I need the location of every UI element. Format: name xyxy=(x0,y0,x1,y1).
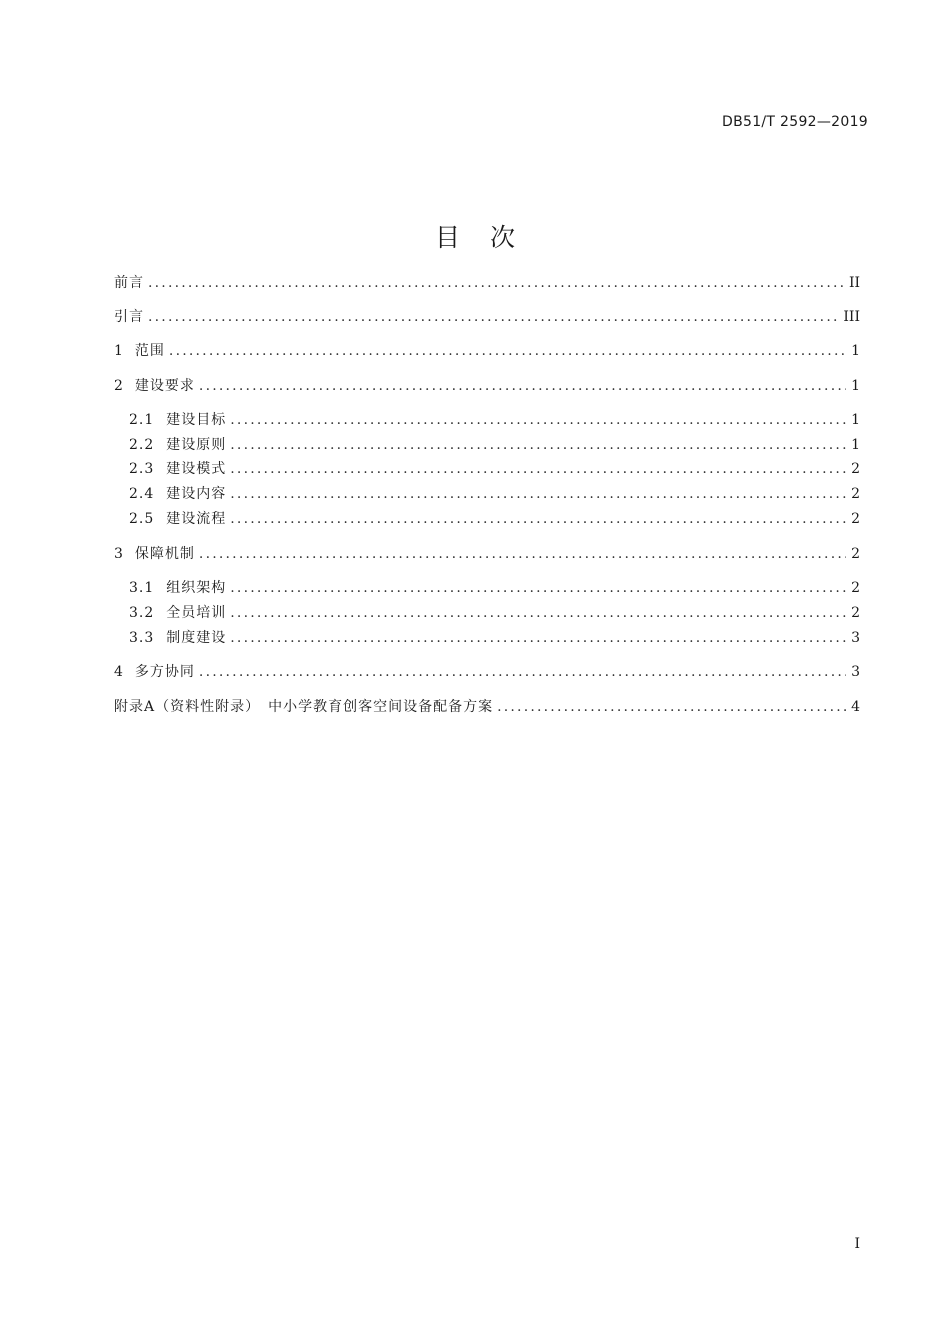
toc-leader-dots xyxy=(497,696,846,718)
toc-entry-section-3-2[interactable] xyxy=(129,602,860,624)
toc-leader-dots xyxy=(230,434,846,456)
toc-entry-section-2-3[interactable] xyxy=(129,458,860,480)
toc-leader-dots xyxy=(230,409,846,431)
toc-entry-label: 附录A（资料性附录） 中小学教育创客空间设备配备方案 xyxy=(114,699,494,715)
toc-leader-dots xyxy=(230,602,846,624)
toc-entry-page: 2 xyxy=(851,580,860,596)
toc-entry-section-2-5[interactable] xyxy=(129,508,860,530)
toc-entry-page: III xyxy=(843,309,860,325)
toc-entry-page: 1 xyxy=(851,378,860,394)
toc-entry-appendix-a[interactable] xyxy=(114,696,860,718)
toc-entry-label: 建设流程 xyxy=(166,511,227,527)
toc-entry-page: 3 xyxy=(851,630,860,646)
toc-entry-number: 3.1 xyxy=(129,580,155,596)
toc-entry-number: 3.3 xyxy=(129,630,155,646)
toc-entry-number: 3 xyxy=(114,546,123,562)
toc-entry-label: 制度建设 xyxy=(166,630,227,646)
toc-entry-label: 前言 xyxy=(114,275,144,291)
toc-entry-number: 1 xyxy=(114,343,123,359)
toc-leader-dots xyxy=(169,340,846,362)
toc-entry-label: 建设要求 xyxy=(134,378,195,394)
toc-entry-label: 保障机制 xyxy=(134,546,195,562)
toc-entry-number: 3.2 xyxy=(129,605,155,621)
toc-entry-label: 建设原则 xyxy=(166,437,227,453)
toc-entry-page: 2 xyxy=(851,486,860,502)
toc-entry-section-2-1[interactable] xyxy=(129,409,860,431)
toc-entry-page: 1 xyxy=(851,437,860,453)
toc-leader-dots xyxy=(148,272,845,294)
toc-entry-page: 2 xyxy=(851,605,860,621)
toc-entry-label: 全员培训 xyxy=(166,605,227,621)
toc-entry-number: 2.4 xyxy=(129,486,155,502)
toc-entry-label: 建设模式 xyxy=(166,461,227,477)
toc-entry-page: 2 xyxy=(851,546,860,562)
toc-entry-label: 范围 xyxy=(134,343,165,359)
toc-entry-foreword[interactable] xyxy=(114,272,860,294)
toc-leader-dots xyxy=(230,508,846,530)
page-number: I xyxy=(854,1236,860,1252)
toc-entry-label: 组织架构 xyxy=(166,580,227,596)
toc-entry-page: 1 xyxy=(851,343,860,359)
toc-leader-dots xyxy=(199,375,846,397)
toc-entry-page: 4 xyxy=(851,699,860,715)
toc-leader-dots xyxy=(148,306,839,328)
toc-entry-number: 2.5 xyxy=(129,511,155,527)
toc-entry-number: 2.3 xyxy=(129,461,155,477)
toc-entry-number: 2.2 xyxy=(129,437,155,453)
toc-entry-number: 4 xyxy=(114,664,123,680)
toc-entry-page: II xyxy=(848,275,860,291)
toc-leader-dots xyxy=(230,458,846,480)
toc-leader-dots xyxy=(199,661,846,683)
toc-entry-number: 2 xyxy=(114,378,123,394)
toc-entry-label: 引言 xyxy=(114,309,144,325)
toc-entry-page: 3 xyxy=(851,664,860,680)
toc-entry-label: 建设目标 xyxy=(166,412,227,428)
toc-entry-section-2-2[interactable] xyxy=(129,434,860,456)
toc-leader-dots xyxy=(230,483,846,505)
toc-entry-section-2[interactable] xyxy=(114,375,860,397)
toc-entry-number: 2.1 xyxy=(129,412,155,428)
standard-code: DB51/T 2592—2019 xyxy=(722,114,868,130)
toc-leader-dots xyxy=(230,577,846,599)
toc-entry-page: 2 xyxy=(851,511,860,527)
toc-entry-section-4[interactable] xyxy=(114,661,860,683)
toc-entry-section-2-4[interactable] xyxy=(129,483,860,505)
toc-entry-label: 建设内容 xyxy=(166,486,227,502)
toc-entry-section-3[interactable] xyxy=(114,543,860,565)
toc-title: 目次 xyxy=(434,223,545,252)
toc-entry-section-3-1[interactable] xyxy=(129,577,860,599)
toc-entry-label: 多方协同 xyxy=(134,664,195,680)
toc-leader-dots xyxy=(230,627,846,649)
toc-entry-page: 1 xyxy=(851,412,860,428)
toc-entry-introduction[interactable] xyxy=(114,306,860,328)
toc-entry-page: 2 xyxy=(851,461,860,477)
toc-entry-section-3-3[interactable] xyxy=(129,627,860,649)
toc-entry-section-1[interactable] xyxy=(114,340,860,362)
toc-leader-dots xyxy=(199,543,846,565)
